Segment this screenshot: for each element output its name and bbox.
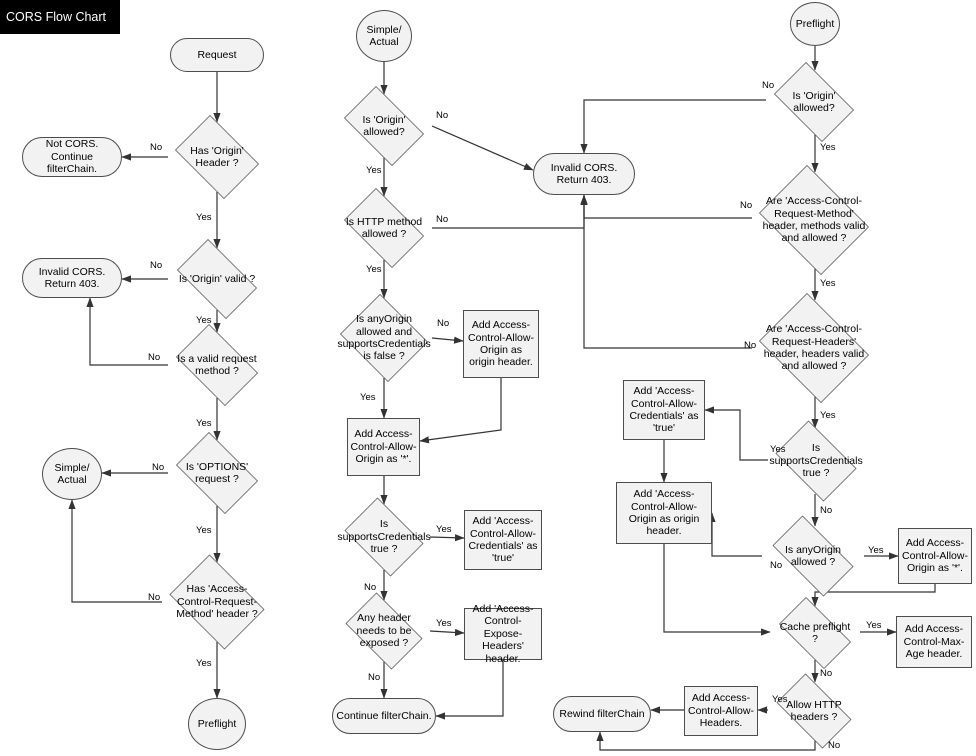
edge-label: No — [436, 214, 449, 225]
node-simple1[interactable] — [42, 448, 102, 500]
node-label: Invalid CORS. Return 403. — [550, 161, 618, 186]
node-label: Add Access-Control-Allow-Headers. — [688, 692, 754, 730]
node-label: Add Access-Control-Allow-Origin as origin header. — [468, 319, 534, 369]
node-label: Add 'Access-Control-Allow-Credentials' as 'true' — [629, 385, 699, 435]
node-anyHeader[interactable] — [338, 600, 430, 662]
edge-label: No — [820, 668, 833, 679]
node-label: Preflight — [795, 17, 835, 30]
edge-label: No — [368, 672, 381, 683]
node-label: Preflight — [197, 717, 237, 730]
node-validMethod[interactable] — [168, 332, 266, 398]
node-anyOrigin2[interactable] — [762, 526, 864, 586]
node-label: Rewind filterChain — [559, 707, 645, 720]
node-label: Is supportsCredentials true ? — [769, 442, 863, 480]
edge-label: No — [150, 142, 163, 153]
edge-label: Yes — [196, 315, 212, 326]
edge-label: No — [436, 110, 449, 121]
node-addStar2[interactable] — [898, 528, 972, 584]
node-label: Any header needs to be exposed ? — [356, 612, 412, 650]
edge-label: No — [828, 740, 841, 751]
node-label: Are 'Access-Control-Request-Headers' header, headers valid and allowed ? — [763, 323, 865, 373]
node-label: Simple/ Actual — [366, 23, 402, 48]
edge-label: No — [437, 318, 450, 329]
edge-label: Yes — [772, 694, 788, 705]
node-label: Add Access-Control-Allow-Origin as '*'. — [902, 537, 968, 575]
node-notCors[interactable] — [22, 137, 122, 177]
edge-label: Yes — [196, 212, 212, 223]
edge-label: Yes — [770, 444, 786, 455]
node-label: Are 'Access-Control-Request-Method' header, methods valid and allowed ? — [762, 195, 866, 245]
edge-label: Yes — [196, 658, 212, 669]
node-label: Is a valid request method ? — [177, 352, 257, 377]
edge-label: Yes — [866, 620, 882, 631]
node-label: Not CORS. Continue filterChain. — [45, 138, 99, 176]
node-preflight2[interactable] — [790, 2, 840, 46]
node-addMaxAge[interactable] — [896, 616, 972, 668]
edge-label: Yes — [436, 618, 452, 629]
node-cachePre[interactable] — [770, 606, 860, 660]
node-label: Is anyOrigin allowed ? — [784, 543, 842, 568]
edge-label: Yes — [820, 278, 836, 289]
node-allowHttp[interactable] — [768, 682, 860, 740]
node-preflight1[interactable] — [188, 698, 246, 750]
node-addOrigin1[interactable] — [463, 310, 539, 378]
edge-label: No — [740, 200, 753, 211]
node-label: Allow HTTP headers ? — [786, 698, 842, 723]
edge-label: Yes — [360, 392, 376, 403]
edge-label: No — [148, 352, 161, 363]
node-label: Simple/ Actual — [54, 461, 90, 486]
edge-label: Yes — [868, 545, 884, 556]
node-label: Has 'Access-Control-Request-Method' header ? — [176, 583, 258, 621]
edge-label: No — [364, 582, 377, 593]
node-contFilter[interactable] — [332, 698, 436, 734]
node-label: Is supportsCredentials true ? — [337, 518, 431, 556]
node-hasAcrm[interactable] — [162, 562, 272, 642]
node-label: Is anyOrigin allowed and supportsCredentials is false ? — [337, 313, 431, 363]
diagram-title: CORS Flow Chart — [0, 0, 120, 34]
edge-label: No — [820, 505, 833, 516]
node-addOrigin2[interactable] — [616, 482, 712, 544]
edge-label: No — [762, 80, 775, 91]
node-supCred1[interactable] — [338, 504, 430, 570]
node-req[interactable] — [170, 38, 264, 72]
node-invalid2[interactable] — [533, 153, 635, 195]
node-addAllowH[interactable] — [684, 686, 758, 736]
node-hasOrigin[interactable] — [168, 122, 266, 192]
edge-label: No — [770, 560, 783, 571]
edge-label: No — [152, 462, 165, 473]
node-label: Is 'Origin' allowed? — [792, 89, 836, 114]
node-label: Is 'Origin' valid ? — [178, 272, 256, 285]
edge-label: Yes — [436, 524, 452, 535]
node-invalid1[interactable] — [22, 258, 122, 298]
node-supCred2[interactable] — [768, 428, 864, 494]
node-label: Has 'Origin' Header ? — [190, 144, 244, 169]
node-isOptions[interactable] — [168, 440, 266, 506]
node-addCred1[interactable] — [464, 510, 542, 570]
node-acrhValid[interactable] — [752, 300, 876, 396]
node-label: Add 'Access-Control-Allow-Credentials' as 'true' — [468, 515, 538, 565]
edge-label: Yes — [366, 264, 382, 275]
node-label: Continue filterChain. — [336, 709, 432, 722]
node-label: Add 'Access-Control-Expose-Headers' header. — [472, 603, 534, 665]
node-label: Is HTTP method allowed ? — [345, 215, 423, 240]
edge-label: Yes — [196, 418, 212, 429]
node-rewind[interactable] — [553, 696, 651, 732]
node-label: Cache preflight ? — [779, 620, 851, 645]
node-acrmValid[interactable] — [752, 172, 876, 268]
node-label: Request — [197, 48, 237, 61]
node-originValid[interactable] — [168, 248, 266, 310]
node-label: Add Access-Control-Allow-Origin as '*'. — [350, 428, 417, 466]
node-label: Add 'Access-Control-Allow-Origin as origin header. — [628, 488, 700, 538]
node-addExpose[interactable] — [464, 603, 542, 665]
node-simple2[interactable] — [356, 10, 412, 62]
edge-label: Yes — [820, 142, 836, 153]
node-addStar1[interactable] — [347, 418, 420, 476]
node-label: Is 'OPTIONS' request ? — [185, 460, 249, 485]
node-origAllow2[interactable] — [766, 70, 862, 134]
node-label: Add Access-Control-Max-Age header. — [903, 623, 965, 661]
node-origAllow1[interactable] — [336, 94, 432, 158]
node-label: Is 'Origin' allowed? — [362, 113, 406, 138]
edge-label: Yes — [366, 165, 382, 176]
node-addCred2[interactable] — [623, 380, 705, 440]
edge-label: No — [150, 260, 163, 271]
edge-label: Yes — [196, 525, 212, 536]
edge-label: Yes — [820, 410, 836, 421]
node-anyOrigin1[interactable] — [336, 298, 432, 378]
node-label: Invalid CORS. Return 403. — [38, 265, 106, 290]
node-httpMethod[interactable] — [336, 196, 432, 260]
edge-label: No — [148, 592, 161, 603]
edge-label: No — [744, 340, 757, 351]
